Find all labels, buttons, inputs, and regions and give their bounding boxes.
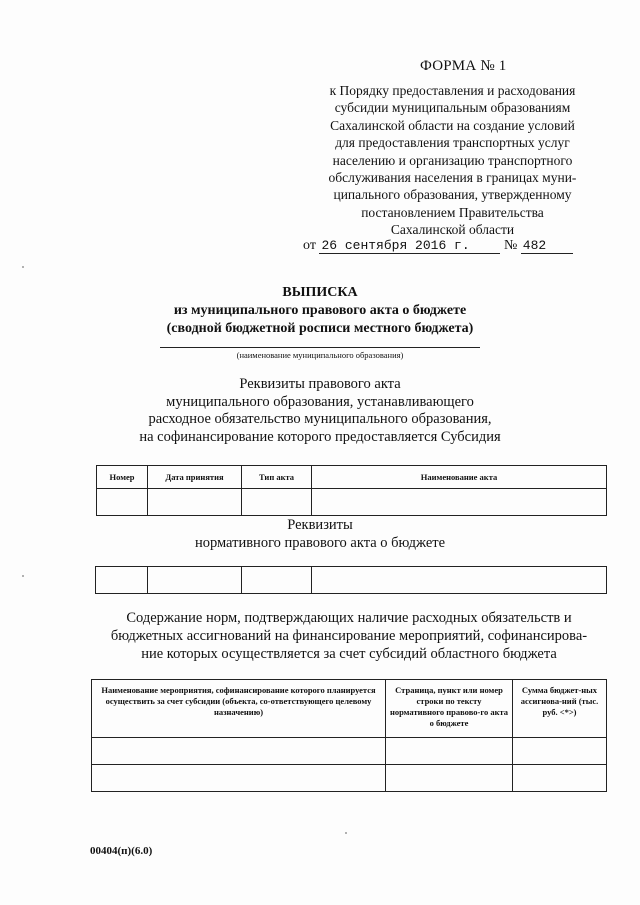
- title-line: из муниципального правового акта о бюджете: [173, 303, 467, 318]
- resolution-date: 26 сентября 2016 г.: [319, 238, 500, 254]
- column-header: Сумма бюджет-ных ассигнова-ний (тыс. руб. <*>): [513, 680, 607, 738]
- table-cell[interactable]: [312, 567, 607, 594]
- table-row: [92, 765, 607, 792]
- resolution-date-number: [303, 238, 573, 254]
- scan-speck: [22, 575, 24, 577]
- number-label: №: [503, 238, 518, 253]
- column-header: Дата принятия: [148, 466, 242, 489]
- table-cell[interactable]: [386, 738, 513, 765]
- municipality-underline: [160, 347, 480, 348]
- table-cell[interactable]: [92, 738, 386, 765]
- heading-line: муниципального образования, устанавливающего: [166, 393, 474, 410]
- heading-line: Реквизиты: [287, 517, 353, 533]
- table-cell[interactable]: [148, 489, 242, 516]
- table-header-row: [97, 466, 607, 489]
- table-cell[interactable]: [513, 738, 607, 765]
- heading-line: Содержание норм, подтверждающих наличие расходных обязательств и: [126, 610, 572, 626]
- document-title: [150, 284, 490, 338]
- norms-table: [91, 679, 607, 792]
- heading-line: Реквизиты правового акта: [239, 376, 401, 392]
- title-line: ВЫПИСКА: [282, 285, 358, 300]
- order-line: постановлением Правительства: [361, 204, 544, 220]
- heading-line: бюджетных ассигнований на финансирование мероприятий, софинансирова-: [110, 628, 588, 644]
- table-row: [97, 489, 607, 516]
- table-header-row: [92, 680, 607, 738]
- resolution-number: 482: [521, 238, 573, 254]
- column-header: Наименование акта: [312, 466, 607, 489]
- table-cell[interactable]: [513, 765, 607, 792]
- form-number: ФОРМА № 1: [420, 58, 507, 74]
- order-line: субсидии муниципальным образованиям: [334, 100, 571, 116]
- table-cell[interactable]: [242, 567, 312, 594]
- table-cell[interactable]: [96, 567, 148, 594]
- order-line: к Порядку предоставления и расходования: [329, 83, 576, 98]
- norms-content-heading: [86, 609, 612, 663]
- table-cell[interactable]: [148, 567, 242, 594]
- from-label: от: [303, 238, 316, 253]
- municipality-caption: (наименование муниципального образования): [236, 350, 404, 360]
- heading-line: расходное обязательство муниципального образования,: [148, 411, 492, 427]
- order-line: населению и организацию транспортного: [332, 152, 573, 168]
- heading-line: ние которых осуществляется за счет субсидий областного бюджета: [141, 646, 557, 662]
- order-line: для предоставления транспортных услуг: [335, 135, 570, 151]
- scan-speck: [22, 266, 24, 268]
- table-cell[interactable]: [242, 489, 312, 516]
- order-line: ципального образования, утвержденному: [333, 187, 572, 203]
- table-cell[interactable]: [386, 765, 513, 792]
- table-cell[interactable]: [312, 489, 607, 516]
- heading-line: на софинансирование которого предоставляется Субсидия: [139, 428, 501, 445]
- table-cell[interactable]: [97, 489, 148, 516]
- footer-code: 00404(п)(6.0): [90, 845, 153, 857]
- column-header: Номер: [97, 466, 148, 489]
- column-header: Тип акта: [242, 466, 312, 489]
- heading-line: нормативного правового акта о бюджете: [194, 535, 446, 551]
- order-line: обслуживания населения в границах муни-: [328, 170, 577, 186]
- order-reference: [300, 82, 605, 239]
- table-cell[interactable]: [92, 765, 386, 792]
- column-header: Наименование мероприятия, софинансирование которого планируется осуществить за счет субсидии (объекта, со-ответствующего целевому назначению): [92, 680, 386, 738]
- order-line: Сахалинской области на создание условий: [330, 117, 575, 133]
- legal-act-heading: [120, 376, 520, 446]
- column-header: Страница, пункт или номер строки по тексту нормативного правово-го акта о бюджете: [386, 680, 513, 738]
- normative-act-table: [95, 566, 607, 594]
- normative-act-heading: [170, 516, 470, 552]
- table-row: [96, 567, 607, 594]
- scan-speck: [345, 832, 347, 834]
- legal-act-table: [96, 465, 607, 516]
- title-line: (сводной бюджетной росписи местного бюджета): [166, 321, 474, 336]
- table-row: [92, 738, 607, 765]
- order-line: Сахалинской области: [390, 222, 515, 238]
